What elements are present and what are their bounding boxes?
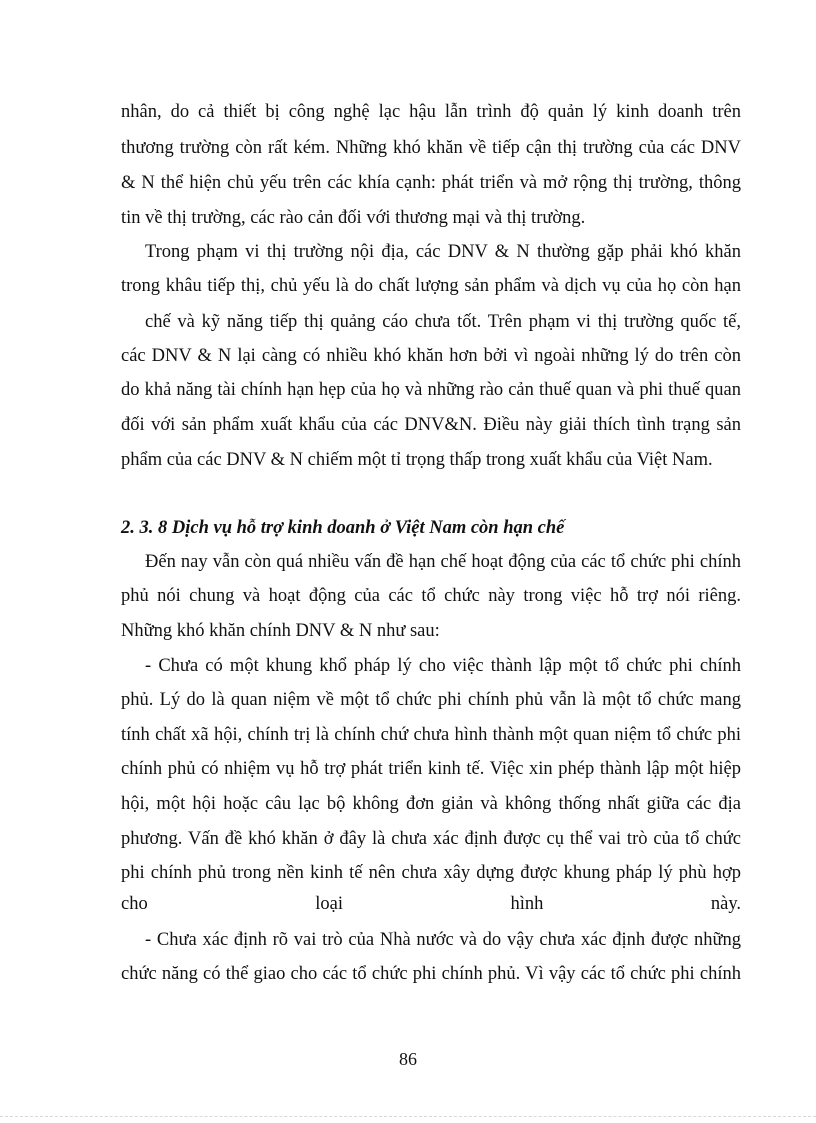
text-line: chính phủ có nhiệm vụ hỗ trợ phát triển kinh tế. Việc xin phép thành lập một hiệp xyxy=(121,759,741,779)
page-number: 86 xyxy=(399,1049,417,1069)
text-line: do khả năng tài chính hạn hẹp của họ và những rào cản thuế quan và phi thuế quan xyxy=(121,380,741,400)
text-line: Đến nay vẫn còn quá nhiều vấn đề hạn chế hoạt động của các tổ chức phi chính xyxy=(145,552,741,572)
text-line: nhân, do cả thiết bị công nghệ lạc hậu lẫn trình độ quản lý kinh doanh trên xyxy=(121,102,741,122)
text-line: chế và kỹ năng tiếp thị quảng cáo chưa tốt. Trên phạm vi thị trường quốc tế, xyxy=(145,312,741,332)
text-line: phủ. Lý do là quan niệm về một tổ chức phi chính phủ vẫn là một tổ chức mang xyxy=(121,690,741,710)
text-line: & N thể hiện chủ yếu trên các khía cạnh: phát triển và mở rộng thị trường, thông xyxy=(121,173,741,193)
text-line: cho loại hình này. xyxy=(121,894,741,914)
text-line: các DNV & N lại càng có nhiều khó khăn hơn bởi vì ngoài những lý do trên còn xyxy=(121,346,741,366)
text-line: phi chính phủ trong nền kinh tế nên chưa xây dựng được khung pháp lý phù hợp xyxy=(121,863,741,883)
text-line: phương. Vấn đề khó khăn ở đây là chưa xác định được cụ thể vai trò của tổ chức xyxy=(121,829,741,849)
section-heading: 2. 3. 8 Dịch vụ hỗ trợ kinh doanh ở Việt Nam còn hạn chế xyxy=(121,518,565,538)
page-bottom-divider xyxy=(0,1116,816,1117)
text-line: hội, một hội hoặc câu lạc bộ không đơn giản và không thống nhất giữa các địa xyxy=(121,794,741,814)
text-line: trong khâu tiếp thị, chủ yếu là do chất lượng sản phẩm và dịch vụ của họ còn hạn xyxy=(121,276,741,296)
text-line: thương trường còn rất kém. Những khó khăn về tiếp cận thị trường của các DNV xyxy=(121,138,741,158)
text-line: tính chất xã hội, chính trị là chính chứ chưa hình thành một quan niệm tổ chức phi xyxy=(121,725,741,745)
text-line: Trong phạm vi thị trường nội địa, các DNV & N thường gặp phải khó khăn xyxy=(145,242,741,262)
text-line: phẩm của các DNV & N chiếm một tỉ trọng thấp trong xuất khẩu của Việt Nam. xyxy=(121,450,713,470)
text-line: tin về thị trường, các rào cản đối với thương mại và thị trường. xyxy=(121,208,586,228)
text-line: phủ nói chung và hoạt động của các tổ chức này trong việc hỗ trợ nói riêng. xyxy=(121,586,741,606)
bullet-line: - Chưa có một khung khổ pháp lý cho việc thành lập một tổ chức phi chính xyxy=(145,656,741,676)
text-line: chức năng có thể giao cho các tổ chức phi chính phủ. Vì vậy các tổ chức phi chính xyxy=(121,964,741,984)
bullet-line: - Chưa xác định rõ vai trò của Nhà nước và do vậy chưa xác định được những xyxy=(145,930,741,950)
text-line: đối với sản phẩm xuất khẩu của các DNV&N. Điều này giải thích tình trạng sản xyxy=(121,415,741,435)
text-line: Những khó khăn chính DNV & N như sau: xyxy=(121,621,440,641)
